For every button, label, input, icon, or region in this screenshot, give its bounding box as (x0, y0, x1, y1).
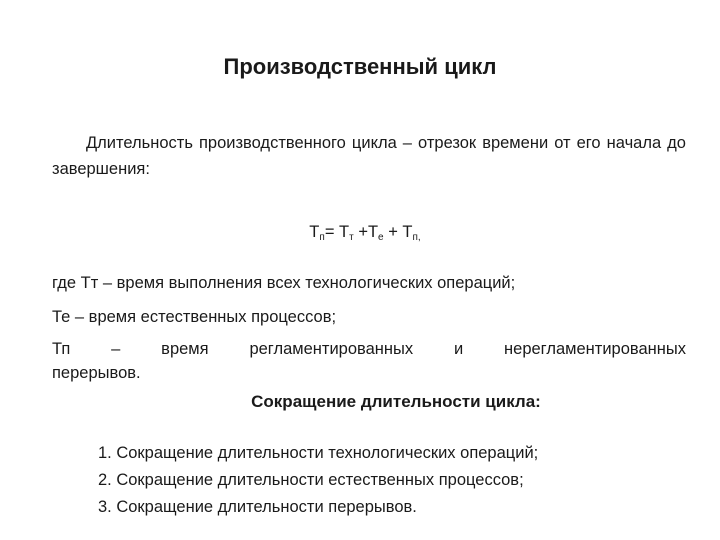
formula-term3-subscript: п, (412, 232, 421, 243)
definition-tt: где Тт – время выполнения всех технологических операций; (52, 274, 516, 292)
slide-title: Производственный цикл (223, 54, 497, 79)
formula-lhs-subscript: п (319, 232, 325, 243)
formula-lhs: Т (309, 223, 320, 241)
list-item: 2. Сокращение длительности естественных процессов; (98, 471, 524, 489)
formula-plus-term2: +Т (358, 223, 379, 241)
formula-equals-term: = Т (324, 223, 350, 241)
definition-tp-line1: Тп – время регламентированных и нерегламентированных (52, 340, 686, 358)
list-item: 3. Сокращение длительности перерывов. (98, 498, 417, 516)
formula-term1-subscript: т (349, 232, 354, 243)
formula-plus-term3: + Т (388, 223, 413, 241)
list-item: 1. Сокращение длительности технологических операций; (98, 444, 539, 462)
definition-tp-line2: перерывов. (52, 364, 141, 382)
intro-paragraph: Длительность производственного цикла – отрезок времени от его начала до завершения: (52, 134, 686, 178)
cycle-duration-formula (0, 221, 720, 249)
reduction-list (98, 440, 538, 521)
definition-tp (52, 337, 686, 385)
formula-term2-subscript: е (378, 232, 384, 243)
reduction-subheading: Сокращение длительности цикла: (251, 392, 541, 411)
definition-te: Те – время естественных процессов; (52, 308, 337, 326)
